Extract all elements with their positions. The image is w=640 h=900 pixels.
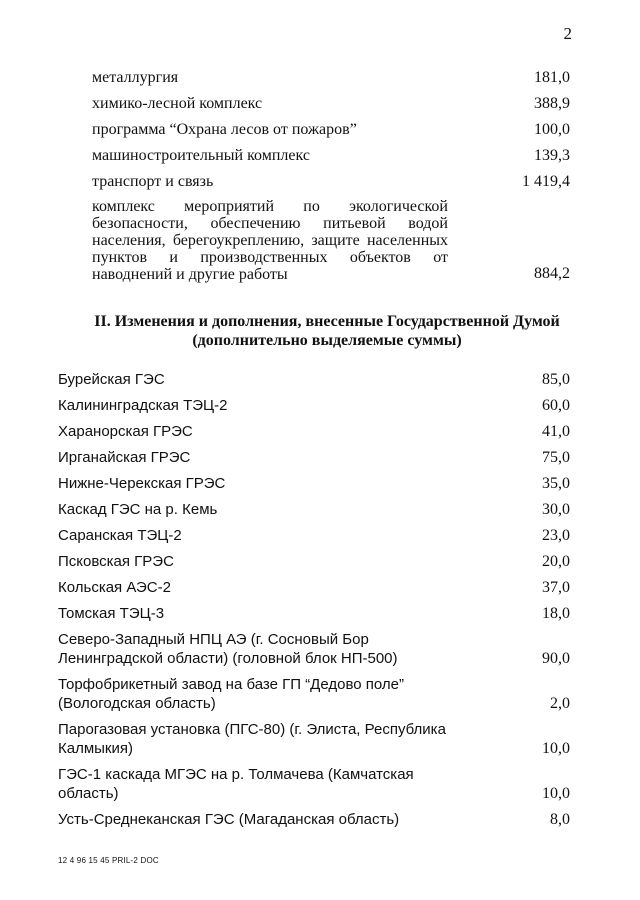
- item-value: 90,0: [542, 650, 570, 667]
- item-value: 37,0: [542, 579, 570, 596]
- sector-allocation-list: [92, 68, 570, 290]
- item-label: Нижне-Черекская ГРЭС: [58, 475, 226, 492]
- list-item: [58, 604, 570, 623]
- list-item: [92, 172, 570, 191]
- item-value: 100,0: [534, 121, 570, 138]
- item-value: 8,0: [550, 811, 570, 828]
- item-label: ГЭС-1 каскада МГЭС на р. Толмачева (Камчатская область): [58, 766, 414, 802]
- item-label: Саранская ТЭЦ-2: [58, 527, 182, 544]
- list-item: [58, 422, 570, 441]
- item-label: Ирганайская ГРЭС: [58, 449, 191, 466]
- item-label: Калининградская ТЭЦ-2: [58, 397, 228, 414]
- item-value: 20,0: [542, 553, 570, 570]
- item-value: 85,0: [542, 371, 570, 388]
- list-item: [92, 146, 570, 165]
- list-item: [58, 578, 570, 597]
- item-label: программа “Охрана лесов от пожаров”: [92, 121, 357, 138]
- item-value: 388,9: [534, 95, 570, 112]
- list-item: [92, 68, 570, 87]
- section-heading: II. Изменения и дополнения, внесенные Государственной Думой (дополнительно выделяемые суммы): [94, 313, 560, 349]
- list-item: [92, 94, 570, 113]
- item-label: Кольская АЭС-2: [58, 579, 171, 596]
- item-label: машиностроительный комплекс: [92, 147, 310, 164]
- item-label: химико-лесной комплекс: [92, 95, 263, 112]
- item-label: Каскад ГЭС на р. Кемь: [58, 501, 218, 518]
- item-label: комплекс мероприятий по экологической безопасности, обеспечению питьевой водой населения, берегоукреплению, защите населенных пунктов и производственных объектов от наводнений и другие работы: [92, 198, 448, 283]
- item-value: 1 419,4: [522, 173, 570, 190]
- item-value: 23,0: [542, 527, 570, 544]
- list-item: [58, 552, 570, 571]
- list-item: [58, 675, 570, 713]
- document-code: 12 4 96 15 45 PRIL-2 DOC: [58, 856, 159, 865]
- item-label: Северо-Западный НПЦ АЭ (г. Сосновый Бор Ленинградской области) (головной блок НП-500): [58, 631, 398, 667]
- list-item: [58, 630, 570, 668]
- item-value: 10,0: [542, 740, 570, 757]
- item-value: 41,0: [542, 423, 570, 440]
- item-label: металлургия: [92, 69, 179, 86]
- list-item: [58, 396, 570, 415]
- item-value: 139,3: [534, 147, 570, 164]
- item-value: 18,0: [542, 605, 570, 622]
- list-item: [58, 370, 570, 389]
- list-item: [58, 810, 570, 829]
- item-label: Псковская ГРЭС: [58, 553, 174, 570]
- item-value: 181,0: [534, 69, 570, 86]
- item-value: 30,0: [542, 501, 570, 518]
- item-value: 75,0: [542, 449, 570, 466]
- item-label: транспорт и связь: [92, 173, 214, 190]
- list-item: [92, 198, 570, 283]
- list-item: [92, 120, 570, 139]
- item-value: 2,0: [550, 695, 570, 712]
- item-label: Парогазовая установка (ПГС-80) (г. Элиста, Республика Калмыкия): [58, 721, 446, 757]
- page-number: 2: [563, 24, 572, 43]
- list-item: [58, 720, 570, 758]
- item-value: 10,0: [542, 785, 570, 802]
- item-label: Бурейская ГЭС: [58, 371, 165, 388]
- list-item: [58, 448, 570, 467]
- list-item: [58, 474, 570, 493]
- item-label: Харанорская ГРЭС: [58, 423, 193, 440]
- item-label: Томская ТЭЦ-3: [58, 605, 165, 622]
- item-value: 35,0: [542, 475, 570, 492]
- item-label: Торфобрикетный завод на базе ГП “Дедово поле” (Вологодская область): [58, 676, 404, 712]
- item-value: 884,2: [534, 265, 570, 282]
- item-value: 60,0: [542, 397, 570, 414]
- duma-additions-list: [58, 370, 570, 836]
- list-item: [58, 500, 570, 519]
- list-item: [58, 765, 570, 803]
- item-label: Усть-Среднеканская ГЭС (Магаданская область): [58, 811, 400, 828]
- list-item: [58, 526, 570, 545]
